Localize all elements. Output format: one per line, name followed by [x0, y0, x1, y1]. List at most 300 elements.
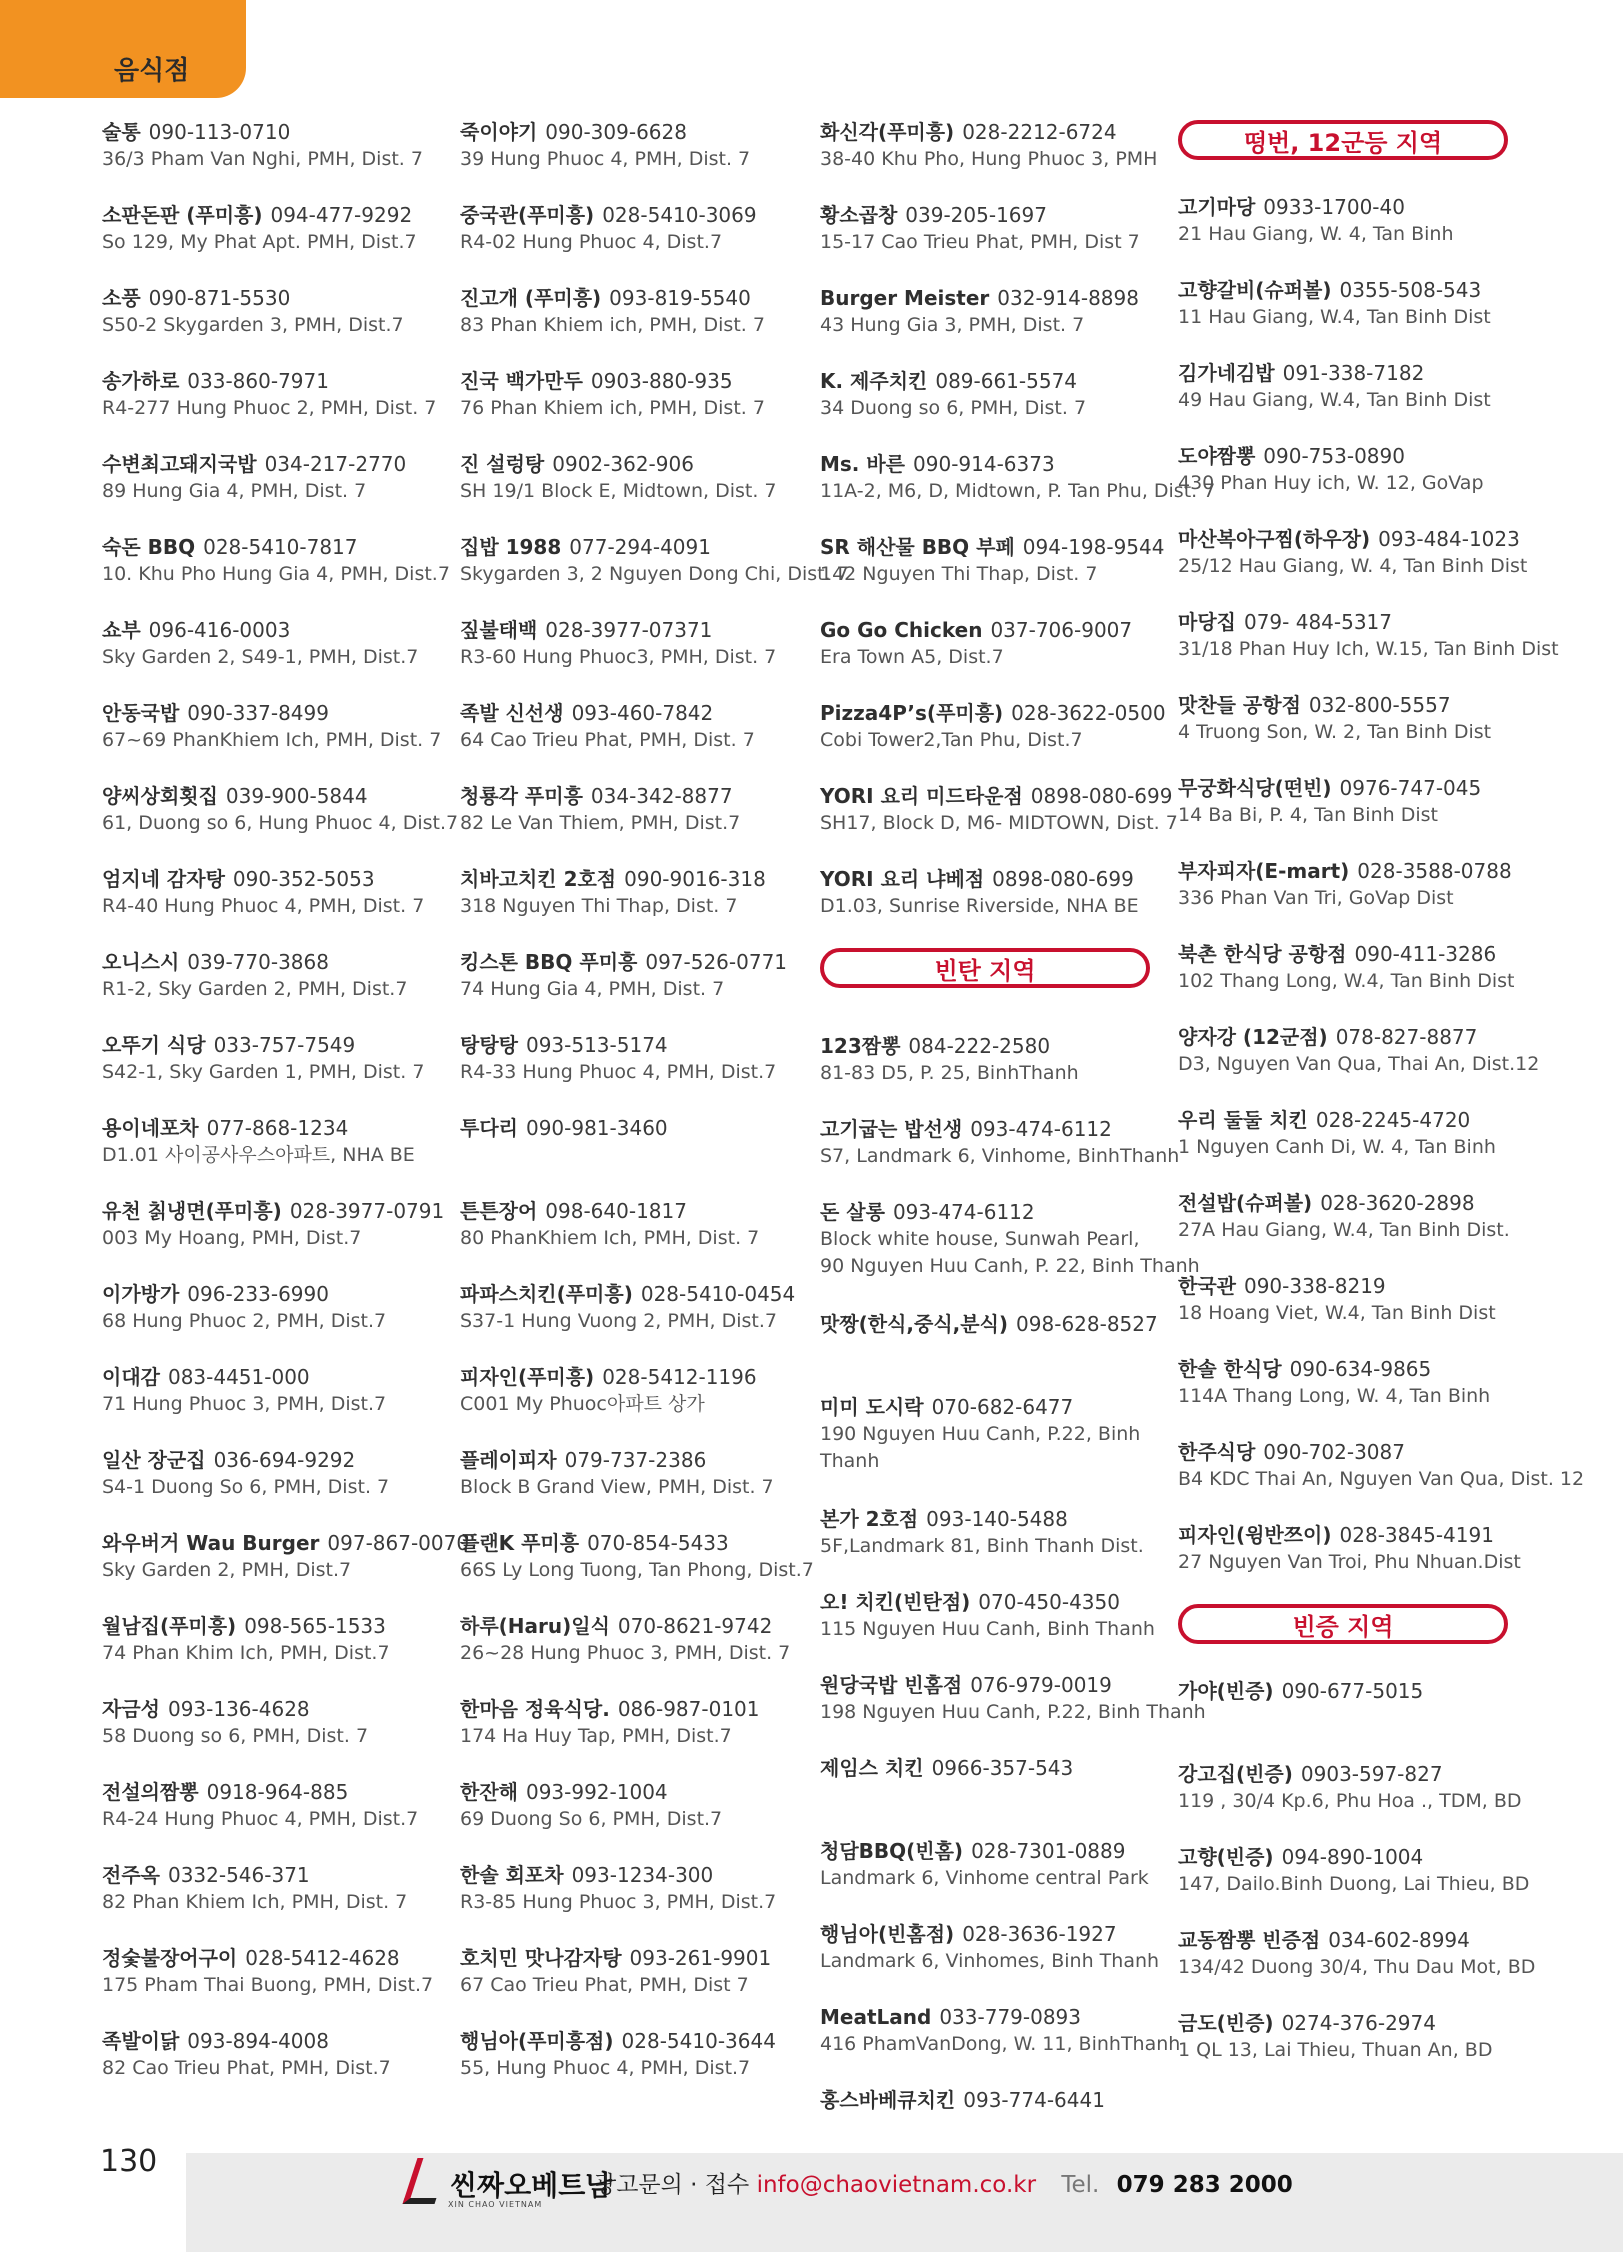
restaurant-name: MeatLand	[820, 2005, 932, 2029]
restaurant-phone: 033-860-7971	[187, 369, 329, 393]
restaurant-name: 한국관	[1178, 1274, 1236, 1298]
restaurant-address: 64 Cao Trieu Phat, PMH, Dist. 7	[460, 729, 755, 751]
restaurant-name: 플레이피자	[460, 1448, 557, 1472]
restaurant-phone: 077-294-4091	[569, 535, 711, 559]
restaurant-address: Era Town A5, Dist.7	[820, 646, 1004, 668]
restaurant-name: 안동국밥	[102, 701, 180, 725]
restaurant-line	[1178, 1189, 1523, 1217]
contact-tel[interactable]: 079 283 2000	[1116, 2172, 1293, 2198]
restaurant-line	[460, 450, 800, 478]
restaurant-address: Landmark 6, Vinhome central Park	[820, 1867, 1149, 1889]
restaurant-phone: 039-770-3868	[187, 950, 329, 974]
restaurant-line	[820, 2003, 1170, 2031]
restaurant-name: 유천 칡냉면(푸미흥)	[102, 1199, 282, 1223]
restaurant-name: 교동짬뽕 빈증점	[1178, 1928, 1321, 1952]
restaurant-phone: 097-526-0771	[645, 950, 788, 974]
restaurant-line	[1178, 193, 1523, 221]
region-header	[820, 948, 1150, 988]
restaurant-phone: 0903-597-827	[1300, 1762, 1443, 1786]
restaurant-address: C001 My Phuoc아파트 상가	[460, 1393, 705, 1415]
listing-entry	[820, 118, 1170, 173]
restaurant-line	[460, 201, 800, 229]
restaurant-phone: 028-3977-07371	[545, 618, 713, 642]
restaurant-address: 27 Nguyen Van Troi, Phu Nhuan.Dist	[1178, 1551, 1521, 1573]
restaurant-address: 21 Hau Giang, W. 4, Tan Binh	[1178, 223, 1454, 245]
restaurant-address: 1 Nguyen Canh Di, W. 4, Tan Binh	[1178, 1136, 1496, 1158]
restaurant-name: 전주옥	[102, 1863, 160, 1887]
restaurant-name: 김가네김밥	[1178, 361, 1275, 385]
restaurant-phone: 094-198-9544	[1022, 535, 1165, 559]
listing-entry	[460, 1446, 800, 1501]
restaurant-phone: 093-513-5174	[525, 1033, 668, 1057]
restaurant-address: 67 Cao Trieu Phat, PMH, Dist 7	[460, 1974, 749, 1996]
restaurant-line	[102, 782, 442, 810]
restaurant-name: 양자강 (12군점)	[1178, 1025, 1328, 1049]
restaurant-address: 14 Ba Bi, P. 4, Tan Binh Dist	[1178, 804, 1438, 826]
region-header	[1178, 1604, 1508, 1644]
restaurant-address: Landmark 6, Vinhomes, Binh Thanh	[820, 1950, 1160, 1972]
listing-entry	[1178, 193, 1523, 248]
listing-entry	[460, 367, 800, 422]
listing-entry	[460, 118, 800, 173]
restaurant-name: 튼튼장어	[460, 1199, 538, 1223]
restaurant-phone: 039-900-5844	[225, 784, 368, 808]
listing-entry	[820, 1588, 1170, 1643]
restaurant-line	[820, 782, 1173, 810]
listing-column-2	[460, 118, 849, 2110]
listing-column-4	[1178, 118, 1585, 2092]
listing-entry	[460, 533, 849, 588]
restaurant-address: 10. Khu Pho Hung Gia 4, PMH, Dist.7	[102, 563, 450, 585]
restaurant-line	[820, 118, 1170, 146]
restaurant-name: 원당국밥 빈홈점	[820, 1673, 963, 1697]
restaurant-phone: 028-5410-7817	[203, 535, 358, 559]
restaurant-address: 102 Thang Long, W.4, Tan Binh Dist	[1178, 970, 1515, 992]
restaurant-name: Burger Meister	[820, 286, 990, 310]
restaurant-address: 55, Hung Phuoc 4, PMH, Dist.7	[460, 2057, 751, 2079]
restaurant-phone: 093-136-4628	[167, 1697, 310, 1721]
restaurant-line	[1178, 940, 1523, 968]
restaurant-phone: 028-2212-6724	[962, 120, 1117, 144]
listing-entry	[102, 533, 450, 588]
listing-entry	[102, 1944, 442, 1999]
restaurant-name: Go Go Chicken	[820, 618, 983, 642]
restaurant-name: Pizza4P’s(푸미흥)	[820, 701, 1004, 725]
restaurant-address: 31/18 Phan Huy Ich, W.15, Tan Binh Dist	[1178, 638, 1559, 660]
restaurant-name: 오뚜기 식당	[102, 1033, 206, 1057]
restaurant-name: K. 제주치킨	[820, 369, 928, 393]
restaurant-line	[820, 284, 1170, 312]
restaurant-address: SH17, Block D, M6- MIDTOWN, Dist. 7	[820, 812, 1178, 834]
restaurant-line	[102, 450, 442, 478]
restaurant-phone: 091-338-7182	[1282, 361, 1425, 385]
restaurant-phone: 028-3845-4191	[1339, 1523, 1494, 1547]
restaurant-name: 수변최고돼지국밥	[102, 452, 257, 476]
restaurant-address: Cobi Tower2,Tan Phu, Dist.7	[820, 729, 1083, 751]
restaurant-name: 킹스톤 BBQ 푸미흥	[460, 950, 638, 974]
restaurant-phone: 093-474-6112	[892, 1200, 1035, 1224]
restaurant-address: 11 Hau Giang, W.4, Tan Binh Dist	[1178, 306, 1491, 328]
restaurant-name: 양씨상회횟집	[102, 784, 218, 808]
restaurant-phone: 093-140-5488	[926, 1507, 1068, 1531]
restaurant-phone: 093-894-4008	[187, 2029, 329, 2053]
restaurant-line	[820, 1588, 1170, 1616]
restaurant-name: 제임스 치킨	[820, 1756, 924, 1780]
restaurant-name: 123짬뽕	[820, 1034, 901, 1058]
listing-entry	[1178, 691, 1523, 746]
listing-entry	[820, 1198, 1200, 1282]
restaurant-line	[102, 1363, 442, 1391]
listing-entry	[460, 1612, 800, 1667]
listing-entry	[820, 367, 1170, 422]
restaurant-line	[820, 1837, 1170, 1865]
restaurant-phone: 028-3588-0788	[1357, 859, 1512, 883]
restaurant-line	[820, 2086, 1170, 2114]
restaurant-address: 27A Hau Giang, W.4, Tan Binh Dist.	[1178, 1219, 1510, 1241]
ad-contact	[594, 2166, 1293, 2199]
listing-entry	[820, 1310, 1170, 1365]
restaurant-phone: 084-222-2580	[908, 1034, 1051, 1058]
restaurant-line	[1178, 442, 1523, 470]
restaurant-line	[820, 201, 1170, 229]
listing-entry	[460, 284, 800, 339]
restaurant-name: 소판돈판 (푸미흥)	[102, 203, 263, 227]
restaurant-name: 정숯불장어구이	[102, 1946, 238, 1970]
restaurant-phone: 089-661-5574	[935, 369, 1078, 393]
restaurant-phone: 098-628-8527	[1016, 1312, 1158, 1336]
restaurant-address: S42-1, Sky Garden 1, PMH, Dist. 7	[102, 1061, 425, 1083]
restaurant-address: 115 Nguyen Huu Canh, Binh Thanh	[820, 1618, 1155, 1640]
restaurant-name: 부자피자(E-mart)	[1178, 859, 1350, 883]
restaurant-line	[102, 1446, 442, 1474]
restaurant-name: 진 설렁탕	[460, 452, 545, 476]
listing-entry	[820, 284, 1170, 339]
restaurant-name: 엄지네 감자탕	[102, 867, 225, 891]
restaurant-line	[460, 1114, 800, 1142]
restaurant-address: 39 Hung Phuoc 4, PMH, Dist. 7	[460, 148, 751, 170]
restaurant-address: 67~69 PhanKhiem Ich, PMH, Dist. 7	[102, 729, 442, 751]
listing-entry	[1178, 1189, 1523, 1244]
listing-entry	[820, 2086, 1170, 2141]
restaurant-line	[460, 782, 800, 810]
restaurant-phone: 0898-080-699	[992, 867, 1134, 891]
restaurant-phone: 096-233-6990	[187, 1282, 329, 1306]
restaurant-name: 호치민 맛나감자탕	[460, 1946, 622, 1970]
restaurant-phone: 0898-080-699	[1030, 784, 1173, 808]
region-header	[1178, 120, 1508, 160]
restaurant-name: 황소곱창	[820, 203, 898, 227]
listing-entry	[460, 2027, 800, 2082]
logo-text: 씬짜오베트남	[450, 2169, 613, 2202]
region-title: 빈증 지역	[1292, 1612, 1394, 1641]
restaurant-address: 81-83 D5, P. 25, BinhThanh	[820, 1062, 1079, 1084]
restaurant-phone: 034-342-8877	[590, 784, 733, 808]
restaurant-name: 자금성	[102, 1697, 160, 1721]
restaurant-line	[460, 1529, 800, 1557]
restaurant-name: 한주식당	[1178, 1440, 1256, 1464]
restaurant-line	[102, 201, 442, 229]
restaurant-phone: 0332-546-371	[167, 1863, 310, 1887]
restaurant-name: 마당집	[1178, 610, 1236, 634]
restaurant-name: 일산 장군집	[102, 1448, 206, 1472]
restaurant-phone: 093-774-6441	[963, 2088, 1105, 2112]
listing-entry	[460, 201, 800, 256]
restaurant-address: 74 Hung Gia 4, PMH, Dist. 7	[460, 978, 725, 1000]
restaurant-phone: 094-890-1004	[1281, 1845, 1424, 1869]
restaurant-phone: 0966-357-543	[931, 1756, 1074, 1780]
listing-entry	[1178, 1438, 1585, 1493]
restaurant-name: 치바고치킨 2호점	[460, 867, 617, 891]
restaurant-address: R4-40 Hung Phuoc 4, PMH, Dist. 7	[102, 895, 425, 917]
restaurant-line	[102, 1861, 442, 1889]
restaurant-line	[102, 1031, 442, 1059]
restaurant-address: 198 Nguyen Huu Canh, P.22, Binh Thanh	[820, 1701, 1206, 1723]
restaurant-name: 짚불태백	[460, 618, 538, 642]
logo-subtitle: XIN CHAO VIETNAM	[448, 2200, 543, 2209]
restaurant-name: Ms. 바른	[820, 452, 906, 476]
listing-entry	[102, 699, 442, 754]
restaurant-phone: 036-694-9292	[213, 1448, 356, 1472]
restaurant-name: 금도(빈증)	[1178, 2011, 1274, 2035]
restaurant-address: 36/3 Pham Van Nghi, PMH, Dist. 7	[102, 148, 423, 170]
restaurant-name: 청담BBQ(빈홈)	[820, 1839, 964, 1863]
listing-entry	[460, 948, 800, 1003]
restaurant-address: Sky Garden 2, PMH, Dist.7	[102, 1559, 352, 1581]
restaurant-phone: 028-3620-2898	[1320, 1191, 1475, 1215]
restaurant-name: 중국관(푸미흥)	[460, 203, 595, 227]
listing-entry	[102, 1031, 442, 1086]
restaurant-phone: 028-5410-3069	[602, 203, 757, 227]
listing-entry	[102, 1114, 442, 1169]
restaurant-line	[460, 616, 800, 644]
restaurant-address: 74 Phan Khim Ich, PMH, Dist.7	[102, 1642, 390, 1664]
restaurant-name: 월남집(푸미흥)	[102, 1614, 237, 1638]
restaurant-line	[1178, 1677, 1523, 1705]
listing-entry	[820, 782, 1178, 837]
listing-entry	[820, 533, 1170, 588]
restaurant-address: 43 Hung Gia 3, PMH, Dist. 7	[820, 314, 1085, 336]
restaurant-line	[460, 865, 800, 893]
restaurant-name: 강고집(빈증)	[1178, 1762, 1293, 1786]
restaurant-phone: 086-987-0101	[617, 1697, 760, 1721]
restaurant-line	[820, 367, 1170, 395]
restaurant-line	[102, 699, 442, 727]
restaurant-phone: 0918-964-885	[206, 1780, 349, 1804]
restaurant-name: SR 해산물 BBQ 부페	[820, 535, 1015, 559]
restaurant-address: 82 Phan Khiem Ich, PMH, Dist. 7	[102, 1891, 408, 1913]
listing-entry	[820, 1671, 1206, 1726]
restaurant-phone: 090-753-0890	[1263, 444, 1405, 468]
listing-entry	[820, 2003, 1181, 2058]
restaurant-address: 68 Hung Phuoc 2, PMH, Dist.7	[102, 1310, 387, 1332]
listing-entry	[460, 782, 800, 837]
restaurant-line	[820, 1671, 1170, 1699]
restaurant-address: D1.03, Sunrise Riverside, NHA BE	[820, 895, 1139, 917]
restaurant-line	[102, 1197, 445, 1225]
listing-entry	[1178, 1926, 1536, 1981]
restaurant-phone: 034-217-2770	[264, 452, 407, 476]
restaurant-phone: 070-682-6477	[931, 1395, 1074, 1419]
listing-entry	[820, 1505, 1170, 1560]
restaurant-phone: 070-8621-9742	[617, 1614, 773, 1638]
restaurant-address: R4-24 Hung Phuoc 4, PMH, Dist.7	[102, 1808, 419, 1830]
ad-label: 광고문의 · 접수	[594, 2172, 750, 2198]
restaurant-phone: 098-640-1817	[545, 1199, 687, 1223]
restaurant-address: 18 Hoang Viet, W.4, Tan Binh Dist	[1178, 1302, 1496, 1324]
restaurant-address: 82 Cao Trieu Phat, PMH, Dist.7	[102, 2057, 391, 2079]
listing-entry	[102, 201, 442, 256]
restaurant-phone: 028-3622-0500	[1011, 701, 1166, 725]
restaurant-line	[460, 1031, 800, 1059]
restaurant-phone: 033-757-7549	[213, 1033, 356, 1057]
restaurant-name: 족발 신선생	[460, 701, 564, 725]
listing-entry	[1178, 1023, 1540, 1078]
listing-entry	[102, 1778, 442, 1833]
restaurant-line	[1178, 1521, 1523, 1549]
restaurant-address: 89 Hung Gia 4, PMH, Dist. 7	[102, 480, 367, 502]
restaurant-address: 114A Thang Long, W. 4, Tan Binh	[1178, 1385, 1491, 1407]
listing-entry	[102, 1363, 442, 1418]
restaurant-address: B4 KDC Thai An, Nguyen Van Qua, Dist. 12	[1178, 1468, 1585, 1490]
category-tab	[0, 0, 246, 98]
restaurant-address: S50-2 Skygarden 3, PMH, Dist.7	[102, 314, 404, 336]
restaurant-address: 83 Phan Khiem ich, PMH, Dist. 7	[460, 314, 765, 336]
listing-entry	[460, 1197, 800, 1252]
listing-entry	[1178, 276, 1523, 331]
restaurant-address: R4-277 Hung Phuoc 2, PMH, Dist. 7	[102, 397, 437, 419]
restaurant-line	[1178, 1106, 1523, 1134]
restaurant-name: 행님아(빈홈점)	[820, 1922, 955, 1946]
restaurant-name: 피자인(푸미흥)	[460, 1365, 595, 1389]
listing-entry	[1178, 774, 1523, 829]
restaurant-phone: 093-460-7842	[571, 701, 714, 725]
listing-entry	[1178, 1521, 1523, 1576]
restaurant-line	[460, 1612, 800, 1640]
restaurant-phone: 093-261-9901	[629, 1946, 772, 1970]
restaurant-name: 하루(Haru)일식	[460, 1614, 610, 1638]
restaurant-line	[460, 284, 800, 312]
restaurant-address: 4 Truong Son, W. 2, Tan Binh Dist	[1178, 721, 1492, 743]
restaurant-address: 147, Dailo.Binh Duong, Lai Thieu, BD	[1178, 1873, 1530, 1895]
restaurant-address: 69 Duong So 6, PMH, Dist.7	[460, 1808, 723, 1830]
restaurant-address: Thanh	[820, 1450, 880, 1472]
restaurant-phone: 028-3636-1927	[962, 1922, 1117, 1946]
restaurant-address: 26~28 Hung Phuoc 3, PMH, Dist. 7	[460, 1642, 791, 1664]
restaurant-name: 마산복아구찜(하우장)	[1178, 527, 1371, 551]
restaurant-phone: 032-914-8898	[997, 286, 1139, 310]
restaurant-line	[1178, 774, 1523, 802]
restaurant-address: 416 PhamVanDong, W. 11, BinhThanh	[820, 2033, 1181, 2055]
restaurant-phone: 070-854-5433	[587, 1531, 729, 1555]
restaurant-line	[460, 1446, 800, 1474]
restaurant-line	[460, 2027, 800, 2055]
restaurant-line	[102, 616, 442, 644]
restaurant-line	[102, 1612, 442, 1640]
listing-entry	[102, 118, 442, 173]
restaurant-line	[102, 865, 442, 893]
restaurant-phone: 090-411-3286	[1354, 942, 1497, 966]
listing-entry	[820, 865, 1170, 920]
restaurant-line	[460, 948, 800, 976]
listing-entry	[1178, 1677, 1523, 1732]
listing-entry	[460, 1529, 814, 1584]
restaurant-line	[102, 284, 442, 312]
listing-entry	[1178, 359, 1523, 414]
listing-entry	[460, 1363, 800, 1418]
listing-entry	[460, 616, 800, 671]
listing-entry	[820, 450, 1216, 505]
restaurant-name: 오니스시	[102, 950, 180, 974]
restaurant-address: 34 Duong so 6, PMH, Dist. 7	[820, 397, 1087, 419]
restaurant-line	[460, 1944, 800, 1972]
restaurant-line	[820, 1198, 1170, 1226]
restaurant-address: 80 PhanKhiem Ich, PMH, Dist. 7	[460, 1227, 760, 1249]
restaurant-name: 맛짱(한식,중식,분식)	[820, 1312, 1009, 1336]
restaurant-name: 돈 살롱	[820, 1200, 885, 1224]
logo-mark-icon	[403, 2158, 450, 2204]
restaurant-address: Block B Grand View, PMH, Dist. 7	[460, 1476, 774, 1498]
restaurant-phone: 077-868-1234	[206, 1116, 349, 1140]
restaurant-address: Sky Garden 2, S49-1, PMH, Dist.7	[102, 646, 419, 668]
restaurant-line	[102, 1944, 442, 1972]
restaurant-phone: 094-477-9292	[270, 203, 413, 227]
category-label: 음식점	[114, 56, 190, 86]
contact-email[interactable]: info@chaovietnam.co.kr	[756, 2172, 1037, 2198]
restaurant-phone: 093-474-6112	[970, 1117, 1112, 1141]
restaurant-line	[1178, 1843, 1523, 1871]
restaurant-address: 71 Hung Phuoc 3, PMH, Dist.7	[102, 1393, 387, 1415]
restaurant-phone: 028-5412-1196	[602, 1365, 757, 1389]
restaurant-phone: 079- 484-5317	[1243, 610, 1393, 634]
restaurant-name: 죽이야기	[460, 120, 538, 144]
restaurant-phone: 032-800-5557	[1308, 693, 1451, 717]
listing-entry	[820, 1032, 1170, 1087]
restaurant-phone: 090-914-6373	[913, 452, 1055, 476]
restaurant-name: 고향갈비(슈퍼볼)	[1178, 278, 1332, 302]
restaurant-line	[102, 367, 442, 395]
restaurant-line	[102, 1778, 442, 1806]
restaurant-address: 430 Phan Huy ich, W. 12, GoVap	[1178, 472, 1484, 494]
restaurant-name: 전설밥(슈퍼볼)	[1178, 1191, 1313, 1215]
listing-entry	[102, 1695, 442, 1750]
restaurant-address: 76 Phan Khiem ich, PMH, Dist. 7	[460, 397, 765, 419]
restaurant-address: S37-1 Hung Vuong 2, PMH, Dist.7	[460, 1310, 777, 1332]
listing-entry	[820, 699, 1170, 754]
listing-entry	[1178, 442, 1523, 497]
restaurant-name: 북촌 한식당 공항점	[1178, 942, 1347, 966]
listing-entry	[460, 1778, 800, 1833]
listing-entry	[102, 284, 442, 339]
restaurant-line	[460, 533, 800, 561]
restaurant-line	[460, 699, 800, 727]
restaurant-phone: 090-338-8219	[1243, 1274, 1386, 1298]
listing-entry	[1178, 940, 1523, 995]
restaurant-address: 11A-2, M6, D, Midtown, P. Tan Phu, Dist. 7	[820, 480, 1216, 502]
listing-entry	[102, 1280, 442, 1335]
restaurant-line	[460, 1695, 800, 1723]
restaurant-line	[820, 1920, 1170, 1948]
restaurant-line	[1178, 1438, 1523, 1466]
restaurant-name: 행님아(푸미흥점)	[460, 2029, 614, 2053]
restaurant-name: 도야짬뽕	[1178, 444, 1256, 468]
restaurant-name: 한마음 정육식당.	[460, 1697, 610, 1721]
listing-entry	[820, 1115, 1180, 1170]
restaurant-line	[820, 1032, 1170, 1060]
restaurant-line	[820, 1754, 1170, 1782]
listing-entry	[820, 1837, 1170, 1892]
restaurant-address: S4-1 Duong So 6, PMH, Dist. 7	[102, 1476, 390, 1498]
restaurant-line	[1178, 1023, 1523, 1051]
